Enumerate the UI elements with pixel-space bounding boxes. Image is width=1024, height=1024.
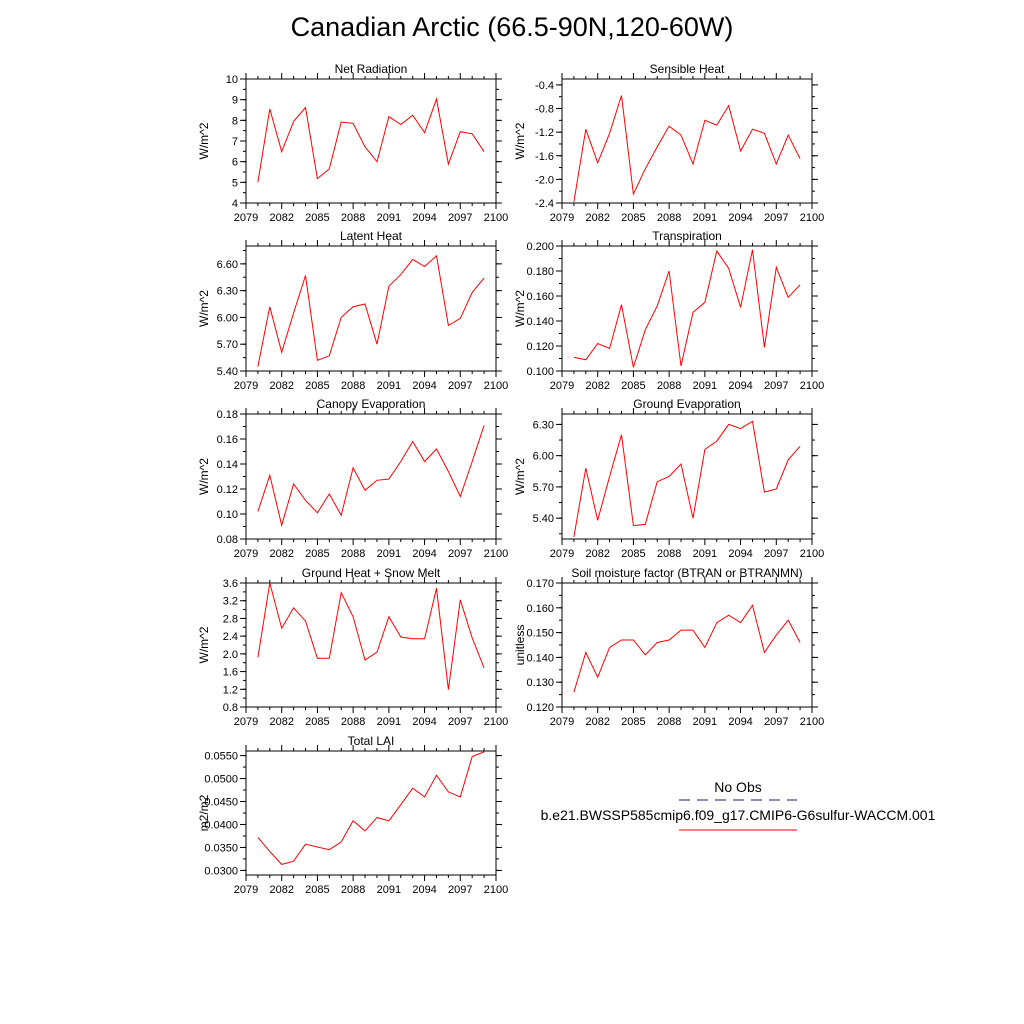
x-tick-label: 2079 bbox=[549, 380, 575, 392]
y-tick-label: -1.2 bbox=[535, 127, 554, 140]
x-tick-label: 2097 bbox=[448, 548, 473, 560]
x-tick-label: 2085 bbox=[305, 380, 330, 392]
x-tick-label: 2082 bbox=[269, 212, 294, 224]
series-line bbox=[258, 752, 484, 865]
y-tick-label: -2.0 bbox=[535, 174, 554, 187]
x-tick-label: 2097 bbox=[764, 548, 789, 560]
x-tick-label: 2100 bbox=[483, 716, 509, 728]
y-tick-label: 0.150 bbox=[526, 627, 554, 640]
x-tick-label: 2094 bbox=[728, 716, 753, 728]
y-tick-label: 0.0550 bbox=[204, 750, 238, 763]
legend-obs-label: No Obs bbox=[714, 779, 762, 795]
y-tick-label: 0.120 bbox=[526, 702, 554, 714]
x-tick-label: 2085 bbox=[621, 716, 646, 728]
y-tick-label: 0.140 bbox=[526, 652, 554, 665]
x-tick-label: 2088 bbox=[656, 212, 682, 224]
x-tick-label: 2091 bbox=[376, 380, 402, 392]
x-tick-label: 2100 bbox=[483, 380, 509, 392]
x-tick-label: 2094 bbox=[728, 212, 753, 224]
panel-ylabel: unitless bbox=[513, 624, 527, 666]
y-tick-label: 0.0350 bbox=[204, 842, 238, 855]
y-tick-label: 0.0450 bbox=[204, 796, 238, 809]
panel-title: Canopy Evaporation bbox=[316, 397, 426, 411]
x-tick-label: 2100 bbox=[483, 212, 509, 224]
x-tick-label: 2079 bbox=[233, 716, 259, 728]
y-tick-label: 6.30 bbox=[532, 419, 554, 432]
panel-title: Ground Evaporation bbox=[633, 397, 741, 411]
x-tick-label: 2088 bbox=[656, 548, 682, 560]
x-tick-label: 2082 bbox=[585, 548, 610, 560]
y-tick-label: 8 bbox=[231, 115, 238, 128]
y-tick-label: 2.4 bbox=[222, 631, 238, 644]
x-tick-label: 2088 bbox=[340, 212, 366, 224]
x-tick-label: 2100 bbox=[483, 884, 509, 896]
x-tick-label: 2100 bbox=[799, 716, 825, 728]
panel-ylabel: W/m^2 bbox=[197, 290, 211, 327]
x-tick-label: 2085 bbox=[621, 548, 646, 560]
y-tick-label: -1.6 bbox=[535, 150, 554, 163]
y-tick-label: 6.00 bbox=[532, 450, 554, 463]
y-tick-label: 0.16 bbox=[216, 434, 238, 446]
panel-frame-2 bbox=[246, 246, 496, 371]
panel-ylabel: W/m^2 bbox=[197, 122, 211, 160]
x-tick-label: 2085 bbox=[305, 212, 330, 224]
y-tick-label: 5.70 bbox=[532, 481, 554, 494]
y-tick-label: 6.00 bbox=[216, 312, 238, 325]
x-tick-label: 2094 bbox=[412, 548, 437, 560]
x-tick-label: 2091 bbox=[376, 212, 402, 224]
panel-title: Transpiration bbox=[652, 229, 722, 243]
x-tick-label: 2082 bbox=[269, 548, 294, 560]
x-tick-label: 2079 bbox=[549, 716, 575, 728]
x-tick-label: 2097 bbox=[448, 212, 473, 224]
x-tick-label: 2079 bbox=[549, 212, 575, 224]
y-tick-label: 6 bbox=[231, 156, 238, 169]
panel-frame-8 bbox=[246, 751, 496, 875]
x-tick-label: 2085 bbox=[305, 548, 330, 560]
y-tick-label: 4 bbox=[231, 198, 238, 210]
panel-ylabel: W/m^2 bbox=[513, 458, 527, 495]
panel-ylabel: W/m^2 bbox=[197, 626, 211, 664]
x-tick-label: 2082 bbox=[585, 212, 610, 224]
panel-frame-1 bbox=[562, 79, 812, 203]
panel-frame-3 bbox=[562, 246, 812, 371]
panel-frame-0 bbox=[246, 79, 496, 203]
panel-ylabel: W/m^2 bbox=[513, 122, 527, 160]
y-tick-label: 3.2 bbox=[222, 595, 238, 608]
y-tick-label: 5 bbox=[231, 177, 238, 190]
x-tick-label: 2091 bbox=[692, 548, 718, 560]
y-tick-label: 1.6 bbox=[222, 666, 238, 679]
x-tick-label: 2091 bbox=[376, 548, 402, 560]
y-tick-label: 0.0500 bbox=[204, 773, 238, 786]
y-tick-label: -0.4 bbox=[535, 79, 554, 92]
x-tick-label: 2085 bbox=[305, 716, 330, 728]
x-tick-label: 2100 bbox=[483, 548, 509, 560]
x-tick-label: 2082 bbox=[269, 716, 294, 728]
panel-frame-5 bbox=[562, 414, 812, 539]
y-tick-label: 0.200 bbox=[526, 241, 554, 253]
x-tick-label: 2094 bbox=[728, 380, 753, 392]
x-tick-label: 2094 bbox=[728, 548, 753, 560]
y-tick-label: 0.140 bbox=[526, 316, 554, 328]
y-tick-label: 1.2 bbox=[222, 684, 238, 697]
x-tick-label: 2085 bbox=[621, 212, 646, 224]
panel-title: Ground Heat + Snow Melt bbox=[301, 566, 441, 580]
y-tick-label: 0.18 bbox=[216, 409, 238, 421]
y-tick-label: 0.160 bbox=[526, 602, 554, 615]
series-line bbox=[574, 96, 800, 202]
x-tick-label: 2082 bbox=[585, 380, 610, 392]
x-tick-label: 2082 bbox=[269, 884, 294, 896]
x-tick-label: 2094 bbox=[412, 212, 437, 224]
x-tick-label: 2088 bbox=[656, 716, 682, 728]
x-tick-label: 2088 bbox=[340, 716, 366, 728]
y-tick-label: 0.130 bbox=[526, 677, 554, 690]
y-tick-label: 9 bbox=[231, 94, 238, 107]
panel-frame-6 bbox=[246, 583, 496, 707]
legend-model-label: b.e21.BWSSP585cmip6.f09_g17.CMIP6-G6sulfur-WACCM.001 bbox=[540, 807, 936, 823]
y-tick-label: 0.160 bbox=[526, 291, 554, 303]
x-tick-label: 2100 bbox=[799, 212, 825, 224]
x-tick-label: 2094 bbox=[412, 380, 437, 392]
y-tick-label: 0.8 bbox=[222, 702, 238, 714]
x-tick-label: 2088 bbox=[340, 548, 366, 560]
x-tick-label: 2091 bbox=[376, 884, 402, 896]
x-tick-label: 2097 bbox=[764, 380, 789, 392]
x-tick-label: 2100 bbox=[799, 380, 825, 392]
page-title: Canadian Arctic (66.5-90N,120-60W) bbox=[290, 12, 734, 42]
y-tick-label: 5.40 bbox=[532, 513, 554, 526]
panel-title: Soil moisture factor (BTRAN or BTRANMN) bbox=[571, 566, 803, 580]
series-line bbox=[258, 256, 484, 367]
x-tick-label: 2082 bbox=[269, 380, 294, 392]
panel-frame-7 bbox=[562, 583, 812, 707]
y-tick-label: 0.100 bbox=[526, 366, 554, 378]
x-tick-label: 2082 bbox=[585, 716, 610, 728]
panel-ylabel: W/m^2 bbox=[513, 290, 527, 327]
y-tick-label: 5.40 bbox=[216, 366, 238, 378]
x-tick-label: 2079 bbox=[549, 548, 575, 560]
x-tick-label: 2085 bbox=[305, 884, 330, 896]
y-tick-label: 0.0400 bbox=[204, 819, 238, 832]
y-tick-label: 5.70 bbox=[216, 339, 238, 352]
y-tick-label: -2.4 bbox=[535, 198, 554, 210]
series-line bbox=[258, 99, 484, 182]
series-line bbox=[574, 421, 800, 537]
panel-title: Net Radiation bbox=[334, 62, 408, 76]
y-tick-label: -0.8 bbox=[535, 103, 554, 116]
panel-title: Latent Heat bbox=[339, 229, 403, 243]
y-tick-label: 0.120 bbox=[526, 341, 554, 353]
panel-ylabel: W/m^2 bbox=[197, 458, 211, 495]
x-tick-label: 2097 bbox=[448, 884, 473, 896]
x-tick-label: 2091 bbox=[692, 716, 718, 728]
series-line bbox=[258, 425, 484, 525]
x-tick-label: 2097 bbox=[448, 716, 473, 728]
x-tick-label: 2091 bbox=[376, 716, 402, 728]
y-tick-label: 3.6 bbox=[222, 578, 238, 590]
panel-ylabel: m2/m2 bbox=[197, 794, 211, 832]
x-tick-label: 2094 bbox=[412, 716, 437, 728]
y-tick-label: 2.8 bbox=[222, 613, 238, 626]
x-tick-label: 2088 bbox=[656, 380, 682, 392]
y-tick-label: 10 bbox=[225, 74, 238, 86]
x-tick-label: 2085 bbox=[621, 380, 646, 392]
x-tick-label: 2097 bbox=[448, 380, 473, 392]
y-tick-label: 6.60 bbox=[216, 258, 238, 271]
x-tick-label: 2097 bbox=[764, 716, 789, 728]
x-tick-label: 2100 bbox=[799, 548, 825, 560]
series-line bbox=[574, 250, 800, 367]
y-tick-label: 6.30 bbox=[216, 285, 238, 298]
y-tick-label: 0.170 bbox=[526, 578, 554, 590]
x-tick-label: 2079 bbox=[233, 380, 259, 392]
y-tick-label: 2.0 bbox=[222, 648, 238, 661]
y-tick-label: 0.14 bbox=[216, 459, 238, 471]
x-tick-label: 2097 bbox=[764, 212, 789, 224]
panel-title: Sensible Heat bbox=[649, 62, 725, 76]
x-tick-label: 2079 bbox=[233, 884, 259, 896]
series-line bbox=[574, 605, 800, 692]
y-tick-label: 0.10 bbox=[216, 509, 238, 521]
y-tick-label: 0.12 bbox=[216, 484, 238, 496]
x-tick-label: 2088 bbox=[340, 380, 366, 392]
y-tick-label: 7 bbox=[231, 136, 238, 148]
x-tick-label: 2079 bbox=[233, 548, 259, 560]
x-tick-label: 2091 bbox=[692, 380, 718, 392]
x-tick-label: 2079 bbox=[233, 212, 259, 224]
y-tick-label: 0.0300 bbox=[204, 865, 238, 878]
panel-title: Total LAI bbox=[347, 734, 395, 748]
y-tick-label: 0.180 bbox=[526, 266, 554, 278]
x-tick-label: 2091 bbox=[692, 212, 718, 224]
x-tick-label: 2088 bbox=[340, 884, 366, 896]
x-tick-label: 2094 bbox=[412, 884, 437, 896]
series-line bbox=[258, 583, 484, 690]
y-tick-label: 0.08 bbox=[216, 534, 238, 546]
